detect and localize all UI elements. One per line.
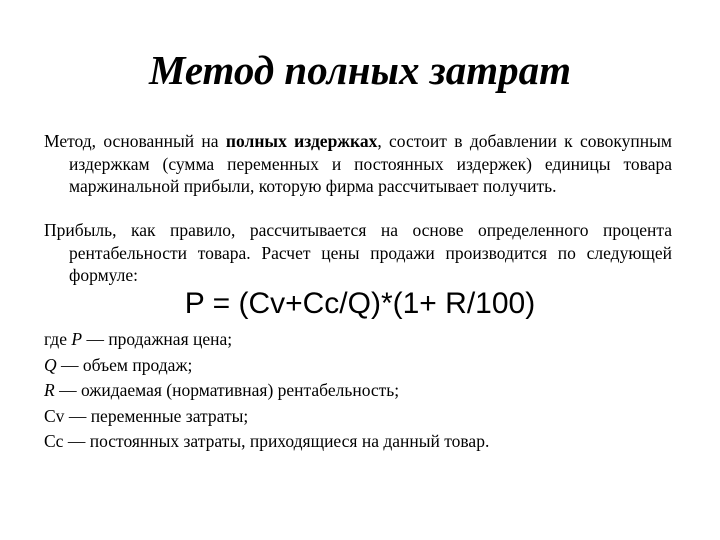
definition-symbol: R <box>44 380 55 400</box>
definitions-list <box>44 327 684 455</box>
paragraph-profit: Прибыль, как правило, рассчитывается на основе определенного процента рентабельности товара. Расчет цены продажи производится по следующей формуле: <box>44 220 672 285</box>
definition-prefix: где <box>44 329 72 349</box>
paragraph-definition-start: Метод, основанный на <box>44 131 226 151</box>
definition-item-q <box>44 353 684 379</box>
definition-item-r <box>44 378 684 404</box>
definition-symbol: P <box>71 329 83 349</box>
definition-symbol: Cc <box>44 431 64 451</box>
definition-text: — переменные затраты; <box>64 405 249 426</box>
price-formula: P = (Cv+Cc/Q)*(1+ R/100) <box>184 287 536 320</box>
slide-title: Метод полных затрат <box>149 47 571 93</box>
definition-text: — объем продаж; <box>56 354 193 375</box>
definition-symbol: Cv <box>44 405 65 426</box>
paragraph-definition <box>44 130 672 198</box>
paragraph-definition-end: , состоит в добавлении к совокупным издержкам (сумма переменных и постоянных издержек) единицы товара маржинальной прибыли, которую фирма рассчитывает получить. <box>69 131 672 196</box>
definition-text: — ожидаемая (нормативная) рентабельность; <box>54 380 400 400</box>
definition-item-p <box>44 327 684 353</box>
paragraph-definition-bold: полных издержках <box>225 131 378 151</box>
definition-item-cv <box>44 404 684 430</box>
definition-text: — постоянных затраты, приходящиеся на данный товар. <box>63 431 490 451</box>
definition-item-cc <box>44 429 684 455</box>
definition-text: — продажная цена; <box>82 329 233 349</box>
definition-symbol: Q <box>44 354 57 375</box>
